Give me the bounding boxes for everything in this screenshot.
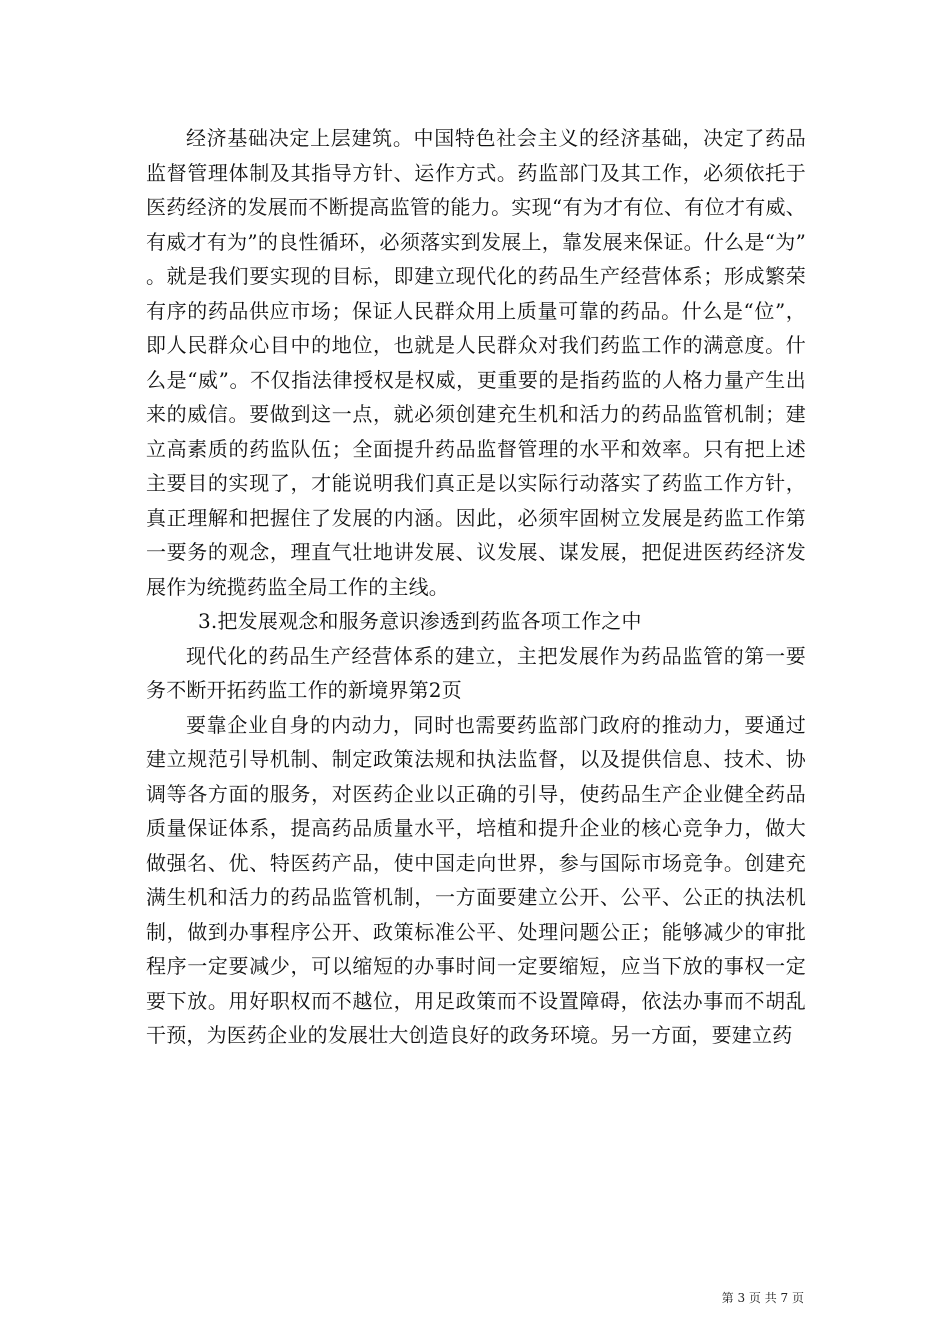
body-text xyxy=(146,121,806,1053)
page-number-footer: 第 3 页 共 7 页 xyxy=(721,1291,804,1305)
paragraph-economic-basis: 经济基础决定上层建筑。中国特色社会主义的经济基础，决定了药品监督管理体制及其指导方针、运作方式。药监部门及其工作，必须依托于医药经济的发展而不断提高监管的能力。实现“有为才有位、有位才有威、有威才有为”的良性循环，必须落实到发展上，靠发展来保证。什么是“为”。就是我们要实现的目标，即建立现代化的药品生产经营体系；形成繁荣有序的药品供应市场；保证人民群众用上质量可靠的药品。什么是“位”，即人民群众心目中的地位，也就是人民群众对我们药监工作的满意度。什么是“威”。不仅指法律授权是权威，更重要的是指药监的人格力量产生出来的威信。要做到这一点，就必须创建充生机和活力的药品监管机制；建立高素质的药监队伍；全面提升药品监督管理的水平和效率。只有把上述主要目的实现了，才能说明我们真正是以实际行动落实了药监工作方针，真正理解和把握住了发展的内涵。因此，必须牢固树立发展是药监工作第一要务的观念，理直气壮地讲发展、议发展、谋发展，把促进医药经济发展作为统揽药监全局工作的主线。 xyxy=(146,126,806,599)
section-heading-3: 3.把发展观念和服务意识渗透到药监各项工作之中 xyxy=(198,609,642,633)
paragraph-modern-system: 现代化的药品生产经营体系的建立，主把发展作为药品监管的第一要务不断开拓药监工作的新境界第2页 xyxy=(146,643,806,702)
paragraph-enterprise-drive: 要靠企业自身的内动力，同时也需要药监部门政府的推动力，要通过建立规范引导机制、制定政策法规和执法监督，以及提供信息、技术、协调等各方面的服务，对医药企业以正确的引导，使药品生产企业健全药品质量保证体系，提高药品质量水平，培植和提升企业的核心竞争力，做大做强名、优、特医药产品，使中国走向世界，参与国际市场竞争。创建充满生机和活力的药品监管机制，一方面要建立公开、公平、公正的执法机制，做到办事程序公开、政策标准公平、处理问题公正；能够减少的审批程序一定要减少，可以缩短的办事时间一定要缩短，应当下放的事权一定要下放。用好职权而不越位，用足政策而不设置障碍，依法办事而不胡乱干预，为医药企业的发展壮大创造良好的政务环境。另一方面，要建立药 xyxy=(146,712,806,1047)
